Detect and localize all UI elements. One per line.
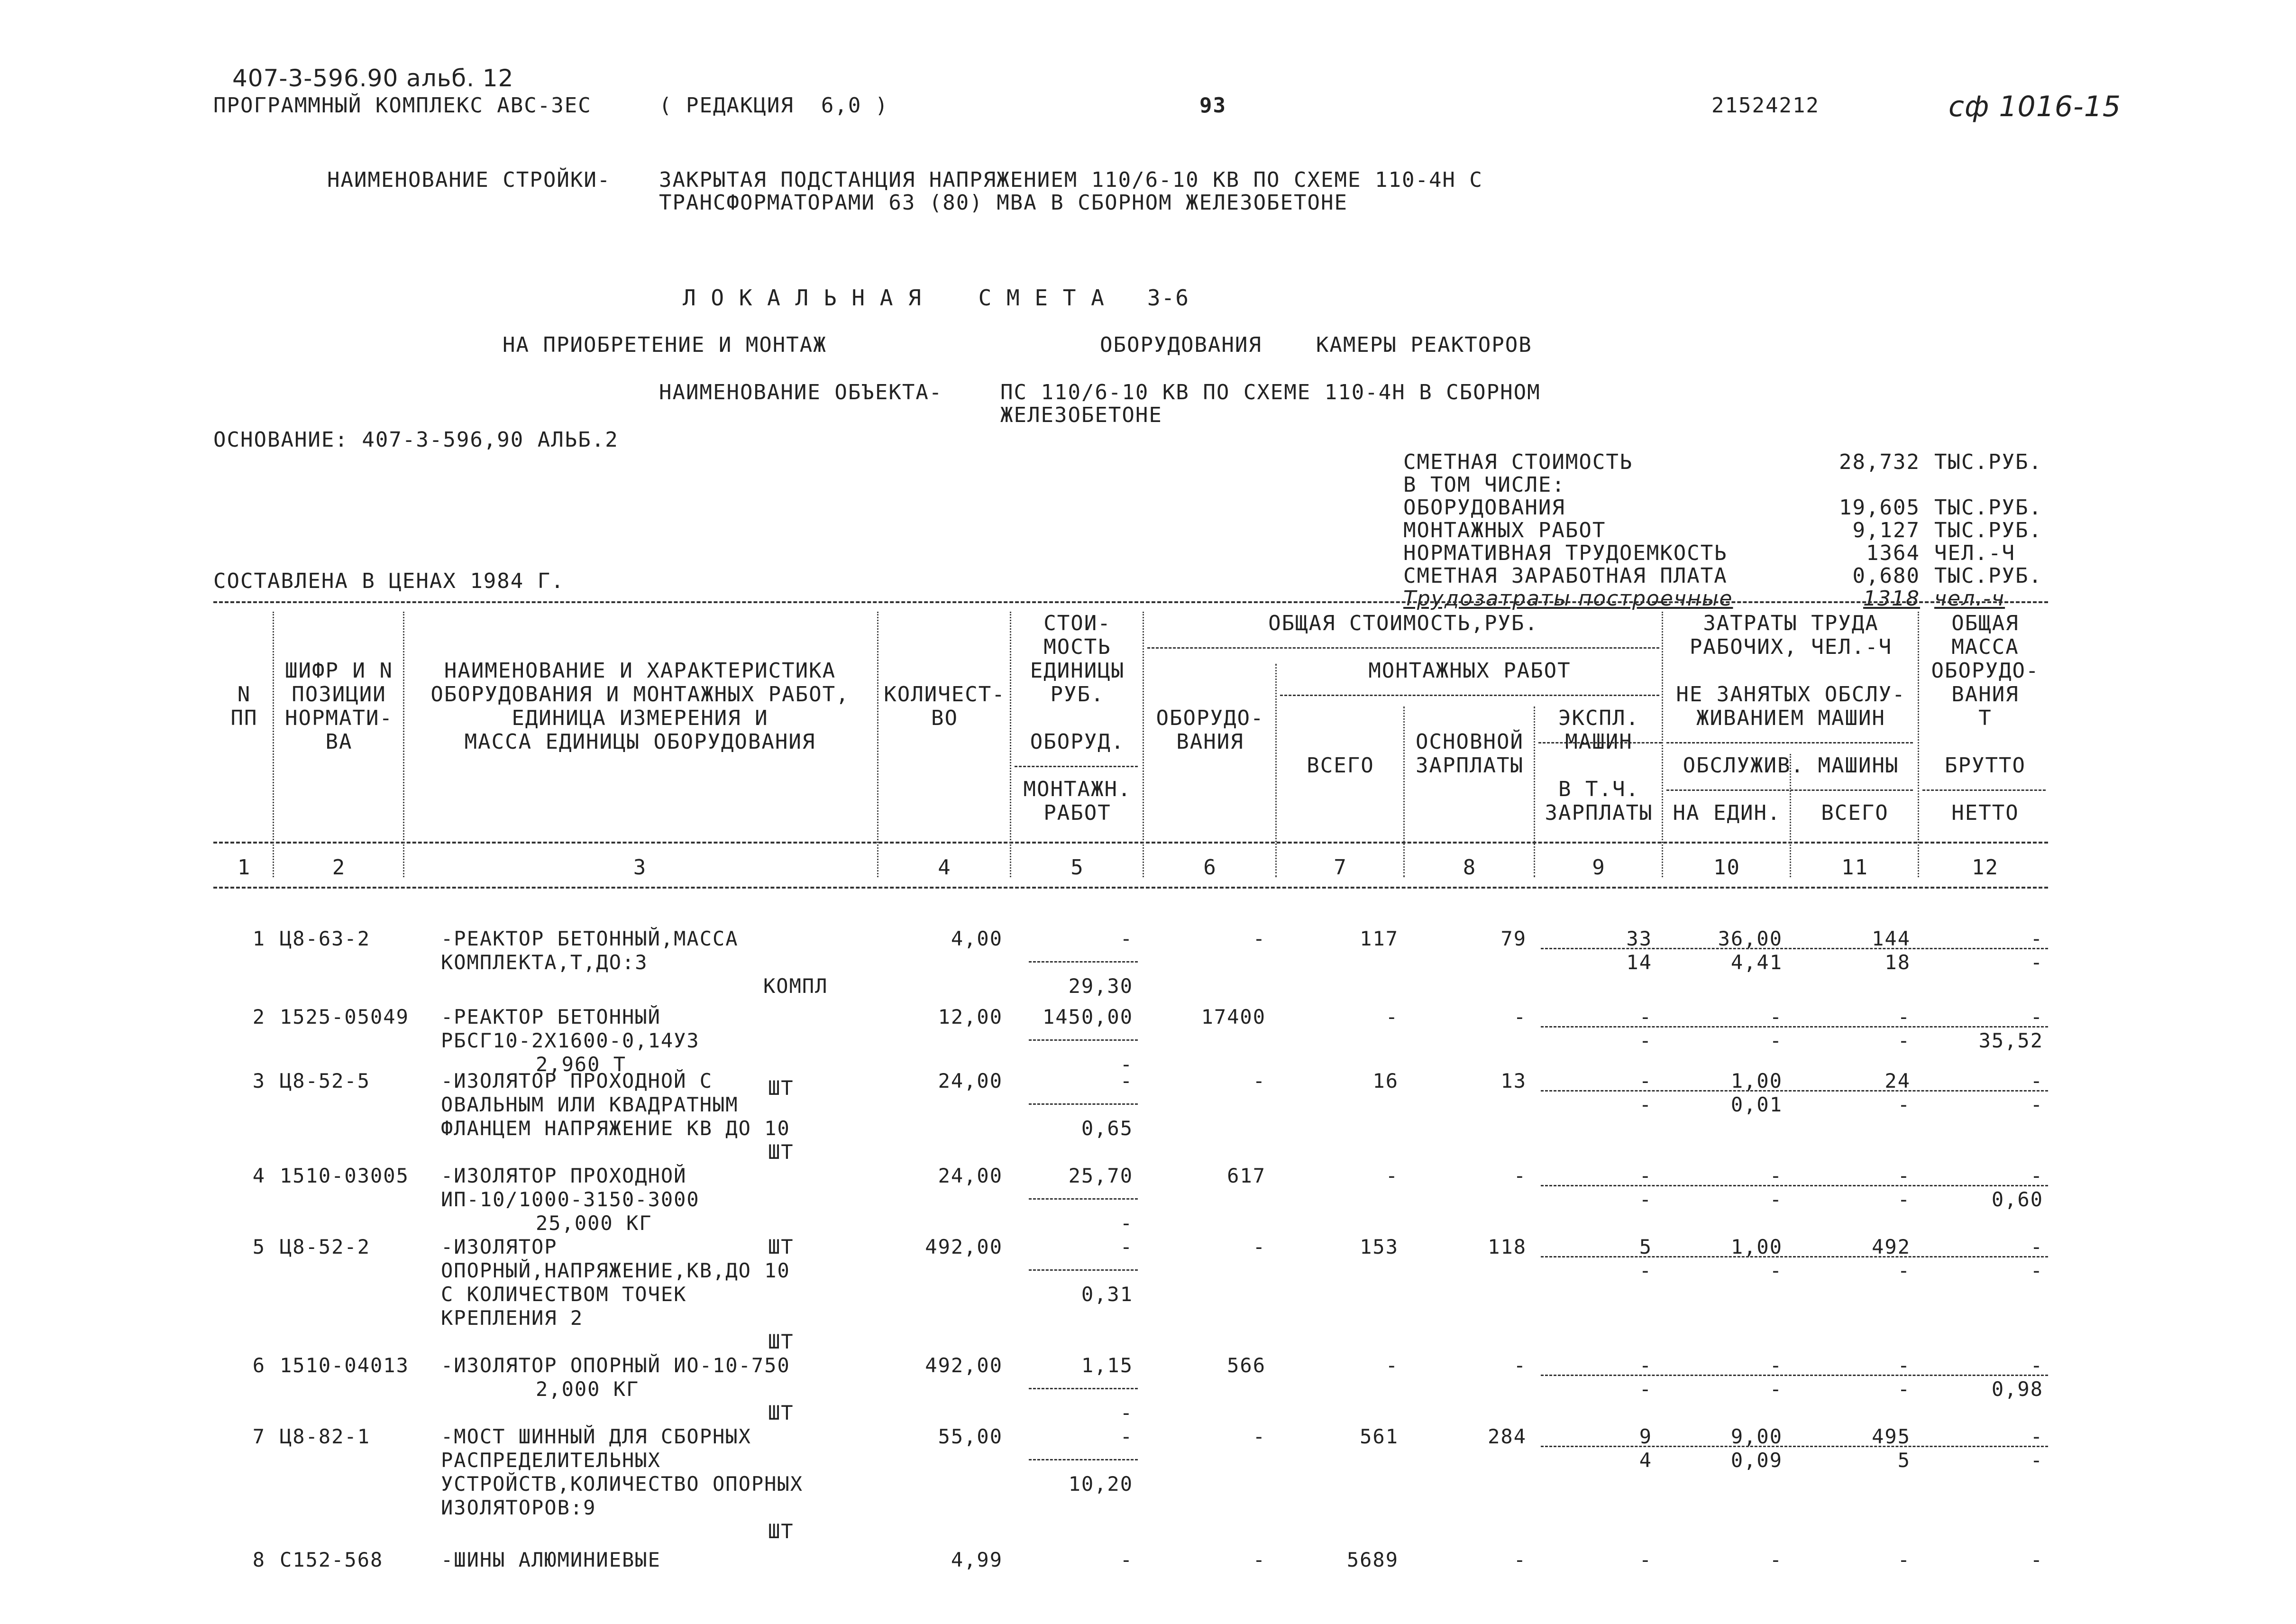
hdr-code: НОРМАТИ- xyxy=(285,706,393,730)
hdr-wages: ЗАРПЛАТЫ xyxy=(1416,753,1524,778)
row-subrule xyxy=(1541,1090,2048,1092)
row-labor-per-unit: - xyxy=(1769,1548,1783,1571)
row-number: 5 xyxy=(252,1235,265,1258)
program-name: ПРОГРАММНЫЙ КОМПЛЕКС АВС-3ЕС xyxy=(213,93,592,118)
row-machine-labor-total: 5 xyxy=(1897,1449,1911,1472)
row-equipment-cost: 617 xyxy=(1227,1164,1266,1187)
row-machine-cost: 33 xyxy=(1626,927,1652,950)
row-equipment-cost: - xyxy=(1253,1425,1266,1448)
hdr-code: ШИФР И N xyxy=(285,659,393,683)
estimate-subtitle-left: НА ПРИОБРЕТЕНИЕ И МОНТАЖ xyxy=(503,333,827,357)
col-sep xyxy=(1403,706,1405,877)
col-sep xyxy=(1534,706,1535,877)
row-number: 6 xyxy=(252,1354,265,1377)
row-machine-labor-total: - xyxy=(1897,1029,1911,1052)
row-code: Ц8-52-2 xyxy=(280,1235,371,1258)
summary-label: МОНТАЖНЫХ РАБОТ xyxy=(1403,518,1606,542)
col-sep xyxy=(403,612,404,877)
row-equipment-cost: 17400 xyxy=(1201,1005,1266,1028)
row-equipment-cost: - xyxy=(1253,1069,1266,1092)
row-machine-labor-per-unit: 0,01 xyxy=(1730,1093,1783,1116)
summary-value: 1318 xyxy=(1863,587,1920,611)
row-mass-gross: - xyxy=(2030,927,2043,950)
hdr-name: ЕДИНИЦА ИЗМЕРЕНИЯ И xyxy=(512,706,768,730)
row-machine-labor-total: 18 xyxy=(1884,951,1911,974)
summary-value: 28,732 xyxy=(1839,450,1920,474)
summary-label: НОРМАТИВНАЯ ТРУДОЕМКОСТЬ xyxy=(1403,541,1728,565)
row-mass-gross: - xyxy=(2030,1235,2043,1258)
summary-label: СМЕТНАЯ СТОИМОСТЬ xyxy=(1403,450,1633,474)
hdr-qty: КОЛИЧЕСТ- xyxy=(884,682,1006,706)
row-base-wages: - xyxy=(1513,1005,1527,1028)
row-code: Ц8-82-1 xyxy=(280,1425,371,1448)
row-installation-total: 561 xyxy=(1360,1425,1399,1448)
row-name-line: ИЗОЛЯТОРОВ:9 xyxy=(441,1496,596,1519)
row-machine-labor-per-unit: 4,41 xyxy=(1730,951,1783,974)
hdr-name: НАИМЕНОВАНИЕ И ХАРАКТЕРИСТИКА xyxy=(444,659,836,683)
hdr-total-cost: ОБЩАЯ СТОИМОСТЬ,РУБ. xyxy=(1268,611,1538,635)
summary-label: СМЕТНАЯ ЗАРАБОТНАЯ ПЛАТА xyxy=(1403,564,1728,588)
row-machine-labor-total: - xyxy=(1897,1093,1911,1116)
summary-value: 19,605 xyxy=(1839,495,1920,520)
estimate-title: Л О К А Л Ь Н А Я С М Е Т А 3-6 xyxy=(683,285,1189,311)
row-name-line: 25,000 КГ xyxy=(536,1211,652,1235)
summary-unit: ТЫС.РУБ. xyxy=(1934,564,2042,588)
row-labor-total: - xyxy=(1897,1354,1911,1377)
summary-label: В ТОМ ЧИСЛЕ: xyxy=(1403,473,1565,497)
row-machine-cost: 5 xyxy=(1639,1235,1652,1258)
hdr-unit-cost: МОСТЬ xyxy=(1043,635,1111,659)
summary-unit: ТЫС.РУБ. xyxy=(1934,450,2042,474)
row-name-line: -ИЗОЛЯТОР ПРОХОДНОЙ С xyxy=(441,1069,713,1092)
row-mass-gross: - xyxy=(2030,1548,2043,1571)
row-code: 1510-03005 xyxy=(280,1164,409,1187)
row-installation-total: - xyxy=(1385,1164,1399,1187)
hdr-machines: ЗАРПЛАТЫ xyxy=(1545,801,1653,825)
hdr-serving: ОБСЛУЖИВ. МАШИНЫ xyxy=(1683,753,1899,778)
hdr-mass: Т xyxy=(1978,706,1992,730)
row-installation-total: 153 xyxy=(1360,1235,1399,1258)
row-subrule xyxy=(1029,1388,1138,1389)
row-name-line: -ИЗОЛЯТОР ПРОХОДНОЙ xyxy=(441,1164,687,1187)
column-number: 4 xyxy=(938,855,951,880)
row-subrule xyxy=(1029,961,1138,963)
object-line-2: ЖЕЛЕЗОБЕТОНЕ xyxy=(1000,403,1162,427)
row-base-wages: 118 xyxy=(1488,1235,1527,1258)
row-mass-gross: - xyxy=(2030,1164,2043,1187)
row-unit: ШТ xyxy=(768,1235,794,1258)
estimate-subtitle-right: ОБОРУДОВАНИЯ КАМЕРЫ РЕАКТОРОВ xyxy=(1100,333,1532,357)
row-unit-cost-installation: - xyxy=(1120,1211,1133,1235)
header-subrule xyxy=(1922,789,2046,791)
column-number: 11 xyxy=(1841,855,1868,880)
row-quantity: 492,00 xyxy=(925,1235,1003,1258)
row-labor-total: - xyxy=(1897,1005,1911,1028)
row-mass-net: - xyxy=(2030,1449,2043,1472)
summary-label: ОБОРУДОВАНИЯ xyxy=(1403,495,1565,520)
column-number: 9 xyxy=(1592,855,1606,880)
row-mass-net: - xyxy=(2030,951,2043,974)
row-labor-per-unit: 1,00 xyxy=(1730,1235,1783,1258)
row-name-line: 2,960 Т xyxy=(536,1053,627,1076)
row-labor-per-unit: - xyxy=(1769,1005,1783,1028)
row-unit: ШТ xyxy=(768,1330,794,1353)
column-number: 3 xyxy=(633,855,647,880)
hdr-mass: ОБОРУДО- xyxy=(1931,659,2040,683)
numbering-rule xyxy=(213,887,2048,889)
row-name-line: -ШИНЫ АЛЮМИНИЕВЫЕ xyxy=(441,1548,661,1571)
summary-unit: чел.-ч xyxy=(1934,587,2005,611)
column-number: 2 xyxy=(332,855,346,880)
row-unit: ШТ xyxy=(768,1401,794,1424)
row-unit-cost-installation: 0,65 xyxy=(1081,1117,1133,1140)
document-number: 21524212 xyxy=(1711,93,1820,118)
header-subrule xyxy=(1280,695,1659,696)
hdr-total: ВСЕГО xyxy=(1307,753,1374,778)
row-name-line: 2,000 КГ xyxy=(536,1377,640,1401)
row-name-line: -РЕАКТОР БЕТОННЫЙ,МАССА xyxy=(441,927,739,950)
row-machine-labor-total: - xyxy=(1897,1377,1911,1401)
row-mass-gross: - xyxy=(2030,1425,2043,1448)
row-unit-cost-equipment: 1,15 xyxy=(1081,1354,1133,1377)
summary-label: Трудозатраты построечные xyxy=(1403,587,1733,611)
hdr-unit-cost: РУБ. xyxy=(1050,682,1105,706)
hdr-mass: ВАНИЯ xyxy=(1951,682,2019,706)
column-number: 10 xyxy=(1713,855,1740,880)
row-installation-total: 117 xyxy=(1360,927,1399,950)
row-subrule xyxy=(1029,1103,1138,1105)
row-labor-per-unit: - xyxy=(1769,1354,1783,1377)
row-name-line: РАСПРЕДЕЛИТЕЛЬНЫХ xyxy=(441,1449,661,1472)
row-name-line: РБСГ10-2Х1600-0,14У3 xyxy=(441,1029,700,1052)
row-labor-per-unit: 36,00 xyxy=(1718,927,1783,950)
header-subrule xyxy=(1015,766,1138,767)
row-machine-wages: - xyxy=(1639,1188,1652,1211)
row-mass-net: 0,98 xyxy=(1991,1377,2043,1401)
row-machine-labor-total: - xyxy=(1897,1259,1911,1282)
row-number: 2 xyxy=(252,1005,265,1028)
column-number: 12 xyxy=(1972,855,1999,880)
row-mass-gross: - xyxy=(2030,1069,2043,1092)
row-name-line: ИП-10/1000-3150-3000 xyxy=(441,1188,700,1211)
row-name-line: КРЕПЛЕНИЯ 2 xyxy=(441,1306,584,1330)
col-sep xyxy=(1275,664,1277,877)
construction-label: НАИМЕНОВАНИЕ СТРОЙКИ- xyxy=(327,168,611,192)
row-name-line: ОВАЛЬНЫМ ИЛИ КВАДРАТНЫМ xyxy=(441,1093,739,1116)
row-machine-cost: - xyxy=(1639,1548,1652,1571)
row-unit-cost-equipment: - xyxy=(1120,1425,1133,1448)
hdr-machines: ЭКСПЛ. xyxy=(1558,706,1639,730)
object-label: НАИМЕНОВАНИЕ ОБЪЕКТА- xyxy=(659,380,943,404)
hdr-machines: МАШИН xyxy=(1565,730,1633,754)
summary-value: 0,680 xyxy=(1852,564,1920,588)
row-machine-wages: - xyxy=(1639,1029,1652,1052)
hdr-code: ПОЗИЦИИ xyxy=(292,682,386,706)
hdr-equipment: ОБОРУДО- xyxy=(1156,706,1264,730)
row-number: 8 xyxy=(252,1548,265,1571)
row-subrule xyxy=(1541,1256,2048,1257)
row-code: Ц8-52-5 xyxy=(280,1069,371,1092)
row-code: 1510-04013 xyxy=(280,1354,409,1377)
hdr-unit-cost: ЕДИНИЦЫ xyxy=(1030,659,1125,683)
row-subrule xyxy=(1541,1375,2048,1376)
row-unit: ШТ xyxy=(768,1076,794,1100)
row-mass-net: - xyxy=(2030,1093,2043,1116)
row-labor-per-unit: - xyxy=(1769,1164,1783,1187)
row-unit-cost-installation: 0,31 xyxy=(1081,1283,1133,1306)
row-subrule xyxy=(1029,1198,1138,1200)
hdr-mass: ОБЩАЯ xyxy=(1951,611,2019,635)
row-unit-cost-equipment: - xyxy=(1120,1235,1133,1258)
header-subrule xyxy=(1666,789,1913,791)
row-unit-cost-equipment: - xyxy=(1120,1069,1133,1092)
hdr-per-unit: НА ЕДИН. xyxy=(1673,801,1781,825)
hdr-wages: ОСНОВНОЙ xyxy=(1416,730,1524,754)
row-unit-cost-equipment: 1450,00 xyxy=(1042,1005,1133,1028)
row-machine-labor-per-unit: - xyxy=(1769,1029,1783,1052)
row-unit-cost-equipment: - xyxy=(1120,1548,1133,1571)
row-machine-wages: 14 xyxy=(1626,951,1652,974)
row-machine-cost: 9 xyxy=(1639,1425,1652,1448)
row-equipment-cost: - xyxy=(1253,1235,1266,1258)
row-quantity: 24,00 xyxy=(938,1164,1003,1187)
row-machine-cost: - xyxy=(1639,1005,1652,1028)
row-machine-labor-total: - xyxy=(1897,1188,1911,1211)
summary-value: 1364 xyxy=(1866,541,1920,565)
hdr-mass: БРУТТО xyxy=(1945,753,2026,778)
row-name-line: -МОСТ ШИННЫЙ ДЛЯ СБОРНЫХ xyxy=(441,1425,751,1448)
row-base-wages: 13 xyxy=(1500,1069,1527,1092)
hdr-unit-cost: РАБОТ xyxy=(1043,801,1111,825)
row-mass-net: 35,52 xyxy=(1978,1029,2043,1052)
row-base-wages: 284 xyxy=(1488,1425,1527,1448)
row-quantity: 55,00 xyxy=(938,1425,1003,1448)
hdr-name: ОБОРУДОВАНИЯ И МОНТАЖНЫХ РАБОТ, xyxy=(430,682,850,706)
col-sep xyxy=(877,612,878,877)
row-code: Ц8-63-2 xyxy=(280,927,371,950)
row-installation-total: - xyxy=(1385,1005,1399,1028)
row-machine-labor-per-unit: 0,09 xyxy=(1730,1449,1783,1472)
row-labor-total: - xyxy=(1897,1548,1911,1571)
page-number: 93 xyxy=(1199,93,1226,118)
summary-value: 9,127 xyxy=(1852,518,1920,542)
row-name-line: -ИЗОЛЯТОР xyxy=(441,1235,558,1258)
row-name-line: ФЛАНЦЕМ НАПРЯЖЕНИЕ КВ ДО 10 xyxy=(441,1117,790,1140)
summary-unit: ЧЕЛ.-Ч xyxy=(1934,541,2015,565)
row-unit: ШТ xyxy=(768,1520,794,1543)
hdr-mass: МАССА xyxy=(1951,635,2019,659)
hdr-unit-cost: ОБОРУД. xyxy=(1030,730,1125,754)
col-sep xyxy=(273,612,274,877)
header-subrule xyxy=(1147,647,1659,649)
row-base-wages: - xyxy=(1513,1164,1527,1187)
row-labor-total: 144 xyxy=(1872,927,1911,950)
hdr-name: МАССА ЕДИНИЦЫ ОБОРУДОВАНИЯ xyxy=(464,730,816,754)
hdr-labor-total: ВСЕГО xyxy=(1821,801,1889,825)
handwritten-reference: сф 1016-15 xyxy=(1948,90,2122,123)
row-installation-total: 16 xyxy=(1372,1069,1399,1092)
row-subrule xyxy=(1541,1446,2048,1447)
row-mass-net: 0,60 xyxy=(1991,1188,2043,1211)
row-unit: КОМПЛ xyxy=(763,974,828,998)
row-quantity: 4,00 xyxy=(951,927,1003,950)
hdr-labor: РАБОЧИХ, ЧЕЛ.-Ч xyxy=(1689,635,1893,659)
header-bottom-rule xyxy=(213,842,2048,844)
album-reference: 407-3-596.90 альб. 12 xyxy=(232,64,514,92)
hdr-n: N xyxy=(237,682,251,706)
row-equipment-cost: - xyxy=(1253,1548,1266,1571)
row-base-wages: - xyxy=(1513,1548,1527,1571)
col-sep xyxy=(1918,612,1919,877)
row-name-line: КОМПЛЕКТА,Т,ДО:3 xyxy=(441,951,648,974)
construction-line-2: ТРАНСФОРМАТОРАМИ 63 (80) МВА В СБОРНОМ ЖЕЛЕЗОБЕТОНЕ xyxy=(659,191,1348,215)
hdr-not-busy: НЕ ЗАНЯТЫХ ОБСЛУ- xyxy=(1676,682,1906,706)
hdr-machines: В Т.Ч. xyxy=(1558,777,1639,801)
row-machine-wages: - xyxy=(1639,1377,1652,1401)
col-sep xyxy=(1010,612,1011,877)
row-machine-wages: - xyxy=(1639,1259,1652,1282)
row-machine-labor-per-unit: - xyxy=(1769,1259,1783,1282)
row-equipment-cost: 566 xyxy=(1227,1354,1266,1377)
hdr-mass: НЕТТО xyxy=(1951,801,2019,825)
row-machine-wages: 4 xyxy=(1639,1449,1652,1472)
hdr-installation: МОНТАЖНЫХ РАБОТ xyxy=(1368,659,1571,683)
hdr-not-busy: ЖИВАНИЕМ МАШИН xyxy=(1696,706,1885,730)
row-machine-cost: - xyxy=(1639,1164,1652,1187)
row-mass-net: - xyxy=(2030,1259,2043,1282)
row-mass-gross: - xyxy=(2030,1354,2043,1377)
row-number: 1 xyxy=(252,927,265,950)
construction-line-1: ЗАКРЫТАЯ ПОДСТАНЦИЯ НАПРЯЖЕНИЕМ 110/6-10 КВ ПО СХЕМЕ 110-4Н С xyxy=(659,168,1483,192)
row-labor-total: - xyxy=(1897,1164,1911,1187)
row-number: 4 xyxy=(252,1164,265,1187)
row-number: 3 xyxy=(252,1069,265,1092)
summary-unit: ТЫС.РУБ. xyxy=(1934,495,2042,520)
col-sep xyxy=(1143,612,1144,877)
hdr-equipment: ВАНИЯ xyxy=(1176,730,1244,754)
row-unit-cost-installation: - xyxy=(1120,1053,1133,1076)
row-subrule xyxy=(1029,1039,1138,1041)
row-labor-total: 24 xyxy=(1884,1069,1911,1092)
column-number: 6 xyxy=(1203,855,1217,880)
row-base-wages: 79 xyxy=(1500,927,1527,950)
row-unit-cost-equipment: 25,70 xyxy=(1068,1164,1133,1187)
row-subrule xyxy=(1541,1026,2048,1028)
row-quantity: 492,00 xyxy=(925,1354,1003,1377)
column-number: 5 xyxy=(1070,855,1084,880)
row-subrule xyxy=(1029,1269,1138,1271)
row-unit: ШТ xyxy=(768,1140,794,1164)
row-quantity: 12,00 xyxy=(938,1005,1003,1028)
column-number: 8 xyxy=(1463,855,1477,880)
row-unit-cost-installation: - xyxy=(1120,1401,1133,1424)
row-name-line: ОПОРНЫЙ,НАПРЯЖЕНИЕ,КВ,ДО 10 xyxy=(441,1259,790,1282)
row-unit-cost-equipment: - xyxy=(1120,927,1133,950)
row-labor-total: 492 xyxy=(1872,1235,1911,1258)
row-code: 1525-05049 xyxy=(280,1005,409,1028)
row-machine-labor-per-unit: - xyxy=(1769,1188,1783,1211)
row-mass-gross: - xyxy=(2030,1005,2043,1028)
row-machine-cost: - xyxy=(1639,1354,1652,1377)
hdr-unit-cost: СТОИ- xyxy=(1043,611,1111,635)
hdr-labor: ЗАТРАТЫ ТРУДА xyxy=(1703,611,1879,635)
row-machine-cost: - xyxy=(1639,1069,1652,1092)
edition: ( РЕДАКЦИЯ 6,0 ) xyxy=(659,93,889,118)
row-machine-wages: - xyxy=(1639,1093,1652,1116)
column-number: 1 xyxy=(237,855,251,880)
table-top-rule xyxy=(213,601,2048,603)
row-name-line: УСТРОЙСТВ,КОЛИЧЕСТВО ОПОРНЫХ xyxy=(441,1472,804,1496)
row-labor-total: 495 xyxy=(1872,1425,1911,1448)
row-name-line: -ИЗОЛЯТОР ОПОРНЫЙ ИО-10-750 xyxy=(441,1354,790,1377)
object-line-1: ПС 110/6-10 КВ ПО СХЕМЕ 110-4Н В СБОРНОМ xyxy=(1000,380,1541,404)
hdr-code: ВА xyxy=(325,730,353,754)
hdr-unit-cost: МОНТАЖН. xyxy=(1023,777,1132,801)
row-equipment-cost: - xyxy=(1253,927,1266,950)
row-labor-per-unit: 9,00 xyxy=(1730,1425,1783,1448)
row-subrule xyxy=(1541,1185,2048,1186)
row-name-line: С КОЛИЧЕСТВОМ ТОЧЕК xyxy=(441,1283,687,1306)
row-quantity: 24,00 xyxy=(938,1069,1003,1092)
row-installation-total: - xyxy=(1385,1354,1399,1377)
row-base-wages: - xyxy=(1513,1354,1527,1377)
row-machine-labor-per-unit: - xyxy=(1769,1377,1783,1401)
hdr-qty: ВО xyxy=(931,706,958,730)
column-number: 7 xyxy=(1334,855,1347,880)
price-basis: СОСТАВЛЕНА В ЦЕНАХ 1984 Г. xyxy=(213,569,565,593)
row-subrule xyxy=(1541,948,2048,949)
row-labor-per-unit: 1,00 xyxy=(1730,1069,1783,1092)
hdr-pp: ПП xyxy=(230,706,258,730)
row-number: 7 xyxy=(252,1425,265,1448)
row-name-line: -РЕАКТОР БЕТОННЫЙ xyxy=(441,1005,661,1028)
basis: ОСНОВАНИЕ: 407-3-596,90 АЛЬБ.2 xyxy=(213,428,619,452)
row-code: С152-568 xyxy=(280,1548,384,1571)
summary-unit: ТЫС.РУБ. xyxy=(1934,518,2042,542)
header-subrule xyxy=(1666,742,1913,743)
row-quantity: 4,99 xyxy=(951,1548,1003,1571)
row-subrule xyxy=(1029,1459,1138,1460)
row-unit-cost-installation: 10,20 xyxy=(1068,1472,1133,1496)
row-unit-cost-installation: 29,30 xyxy=(1068,974,1133,998)
row-installation-total: 5689 xyxy=(1346,1548,1399,1571)
col-sep xyxy=(1662,612,1663,877)
